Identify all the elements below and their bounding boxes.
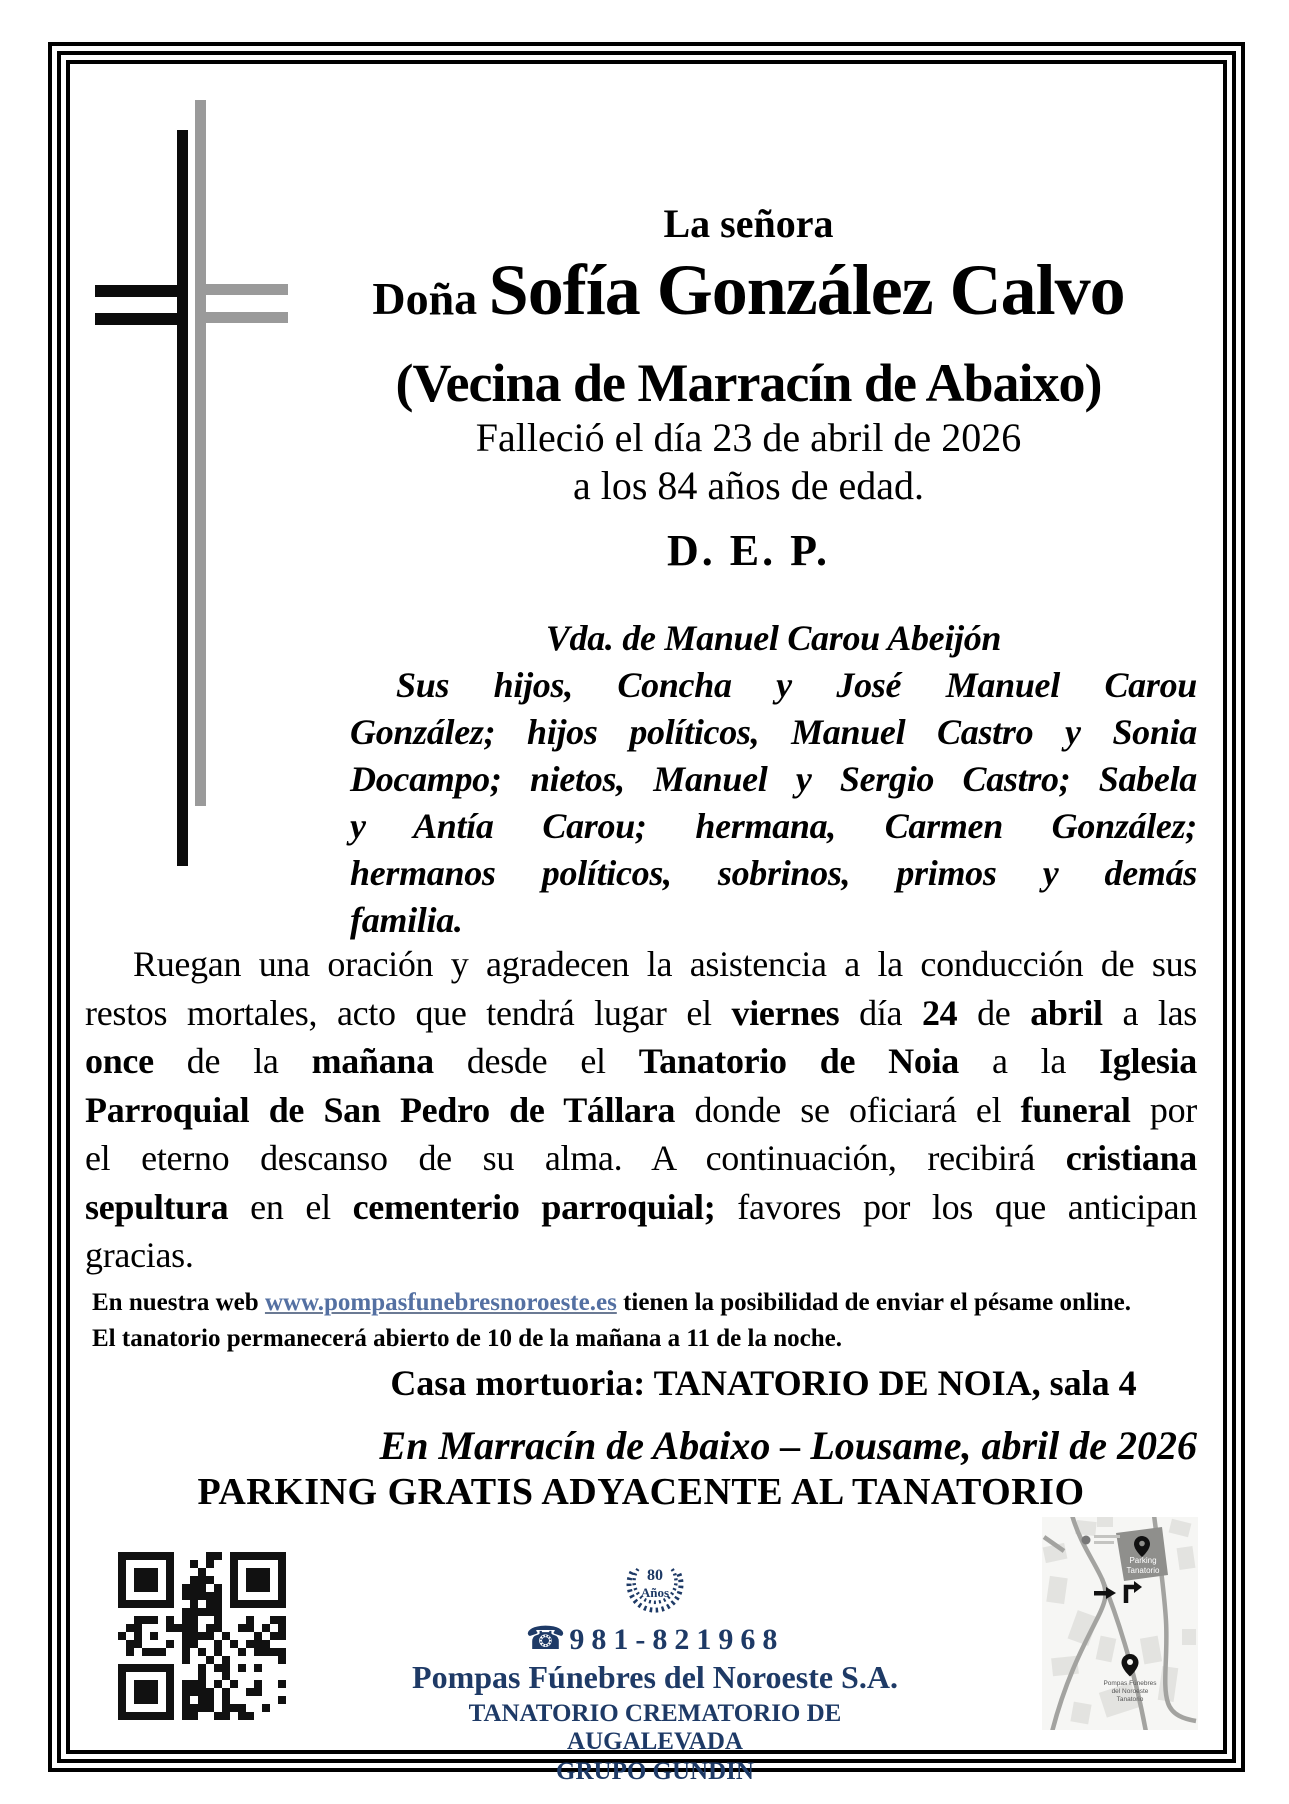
death-date-line: Falleció el día 23 de abril de 2026	[475, 415, 1022, 460]
memorial-cross	[85, 95, 297, 877]
web-note	[92, 1285, 1197, 1357]
anniversary-laurel-icon	[623, 1556, 687, 1614]
announcement-line-4: Parroquial de San Pedro de Tállara donde se oficiará el funeral por	[85, 1089, 1197, 1130]
residence-line: (Vecina de Marracín de Abaixo)	[395, 353, 1102, 413]
family-line-4: y Antía Carou; hermana, Carmen González;	[350, 806, 1197, 846]
parking-line: PARKING GRATIS ADYACENTE AL TANATORIO	[197, 1471, 1085, 1513]
family-line-1: Sus hijos, Concha y José Manuel Carou	[396, 665, 1197, 705]
widow-line: Vda. de Manuel Carou Abeijón	[545, 618, 1002, 658]
cross-gray-arm-upper	[195, 284, 288, 295]
facility-line: TANATORIO CREMATORIO DE AUGALEVADA	[468, 1700, 842, 1755]
map-poi-marker	[1082, 1536, 1091, 1545]
honorific: Doña	[372, 273, 489, 324]
map-poi-label-bar	[1094, 1541, 1114, 1544]
map-home-label-1: Pompas Fúnebres	[1103, 1680, 1157, 1687]
announcement-line-3: once de la mañana desde el Tanatorio de Noia a la Iglesia	[85, 1041, 1197, 1081]
announcement-line-7: gracias.	[85, 1235, 194, 1275]
location-map	[1042, 1517, 1198, 1730]
casa-mortuoria-line: Casa mortuoria: TANATORIO DE NOIA, sala 4	[390, 1363, 1137, 1403]
anniversary-number: 80	[647, 1567, 663, 1584]
family-line-2: González; hijos políticos, Manuel Castro y Sonia	[350, 712, 1197, 752]
cross-gray-vertical	[195, 100, 206, 806]
group-line: GRUPO GUNDIN	[556, 1758, 754, 1785]
anniversary-word: Años	[640, 1585, 670, 1600]
announcement-line-5: el eterno descanso de su alma. A continuación, recibirá cristiana	[85, 1138, 1197, 1178]
announcement-line-2: restos mortales, acto que tendrá lugar el viernes día 24 de abril a las	[85, 992, 1198, 1033]
company-name: Pompas Fúnebres del Noroeste S.A.	[412, 1659, 898, 1695]
phone-line	[395, 1621, 915, 1657]
qr-code	[118, 1552, 286, 1720]
family-line-6: familia.	[350, 900, 463, 940]
pre-title: La señora	[663, 201, 834, 246]
announcement-block	[85, 940, 1197, 1280]
web-note-prefix: En nuestra web	[92, 1289, 265, 1316]
announcement-line-6: sepultura en el cementerio parroquial; favores por los que anticipan	[85, 1186, 1198, 1227]
announcement-line-1: Ruegan una oración y agradecen la asistencia a la conducción de sus	[133, 944, 1197, 984]
map-parking-label-2: Tanatorio	[1126, 1566, 1160, 1575]
family-line-5: hermanos políticos, sobrinos, primos y demás	[350, 853, 1197, 893]
cross-gray-arm-lower	[195, 312, 288, 323]
phone-number: 981-821968	[569, 1623, 785, 1656]
phone-icon: ☎	[525, 1619, 566, 1657]
web-note-line-2: El tanatorio permanecerá abierto de 10 de la mañana a 11 de la noche.	[92, 1325, 842, 1352]
dep-abbreviation: D. E. P.	[667, 526, 830, 575]
funeral-home-block	[395, 1556, 915, 1786]
web-note-line-1	[92, 1285, 1197, 1321]
web-note-suffix: tienen la posibilidad de enviar el pésame online.	[616, 1289, 1131, 1316]
deceased-name-line	[300, 248, 1197, 352]
family-block	[350, 615, 1197, 944]
map-home-label-2: del Noroeste	[1111, 1688, 1149, 1695]
cross-black-vertical	[177, 130, 188, 866]
place-date-line: En Marracín de Abaixo – Lousame, abril de 2026	[379, 1423, 1197, 1468]
deceased-name: Sofía González Calvo	[488, 250, 1125, 330]
map-poi-label-bar	[1094, 1535, 1120, 1538]
age-line: a los 84 años de edad.	[572, 463, 924, 508]
condolence-website-link[interactable]: www.pompasfunebresnoroeste.es	[264, 1289, 617, 1316]
map-parking-label-1: Parking	[1129, 1556, 1157, 1565]
map-home-label-3: Tanatorio	[1116, 1696, 1144, 1703]
cross-black-arm-lower	[95, 313, 183, 325]
family-line-3: Docampo; nietos, Manuel y Sergio Castro; Sabela	[350, 759, 1197, 799]
notice-header	[300, 200, 1197, 576]
cross-black-arm-upper	[95, 285, 188, 297]
